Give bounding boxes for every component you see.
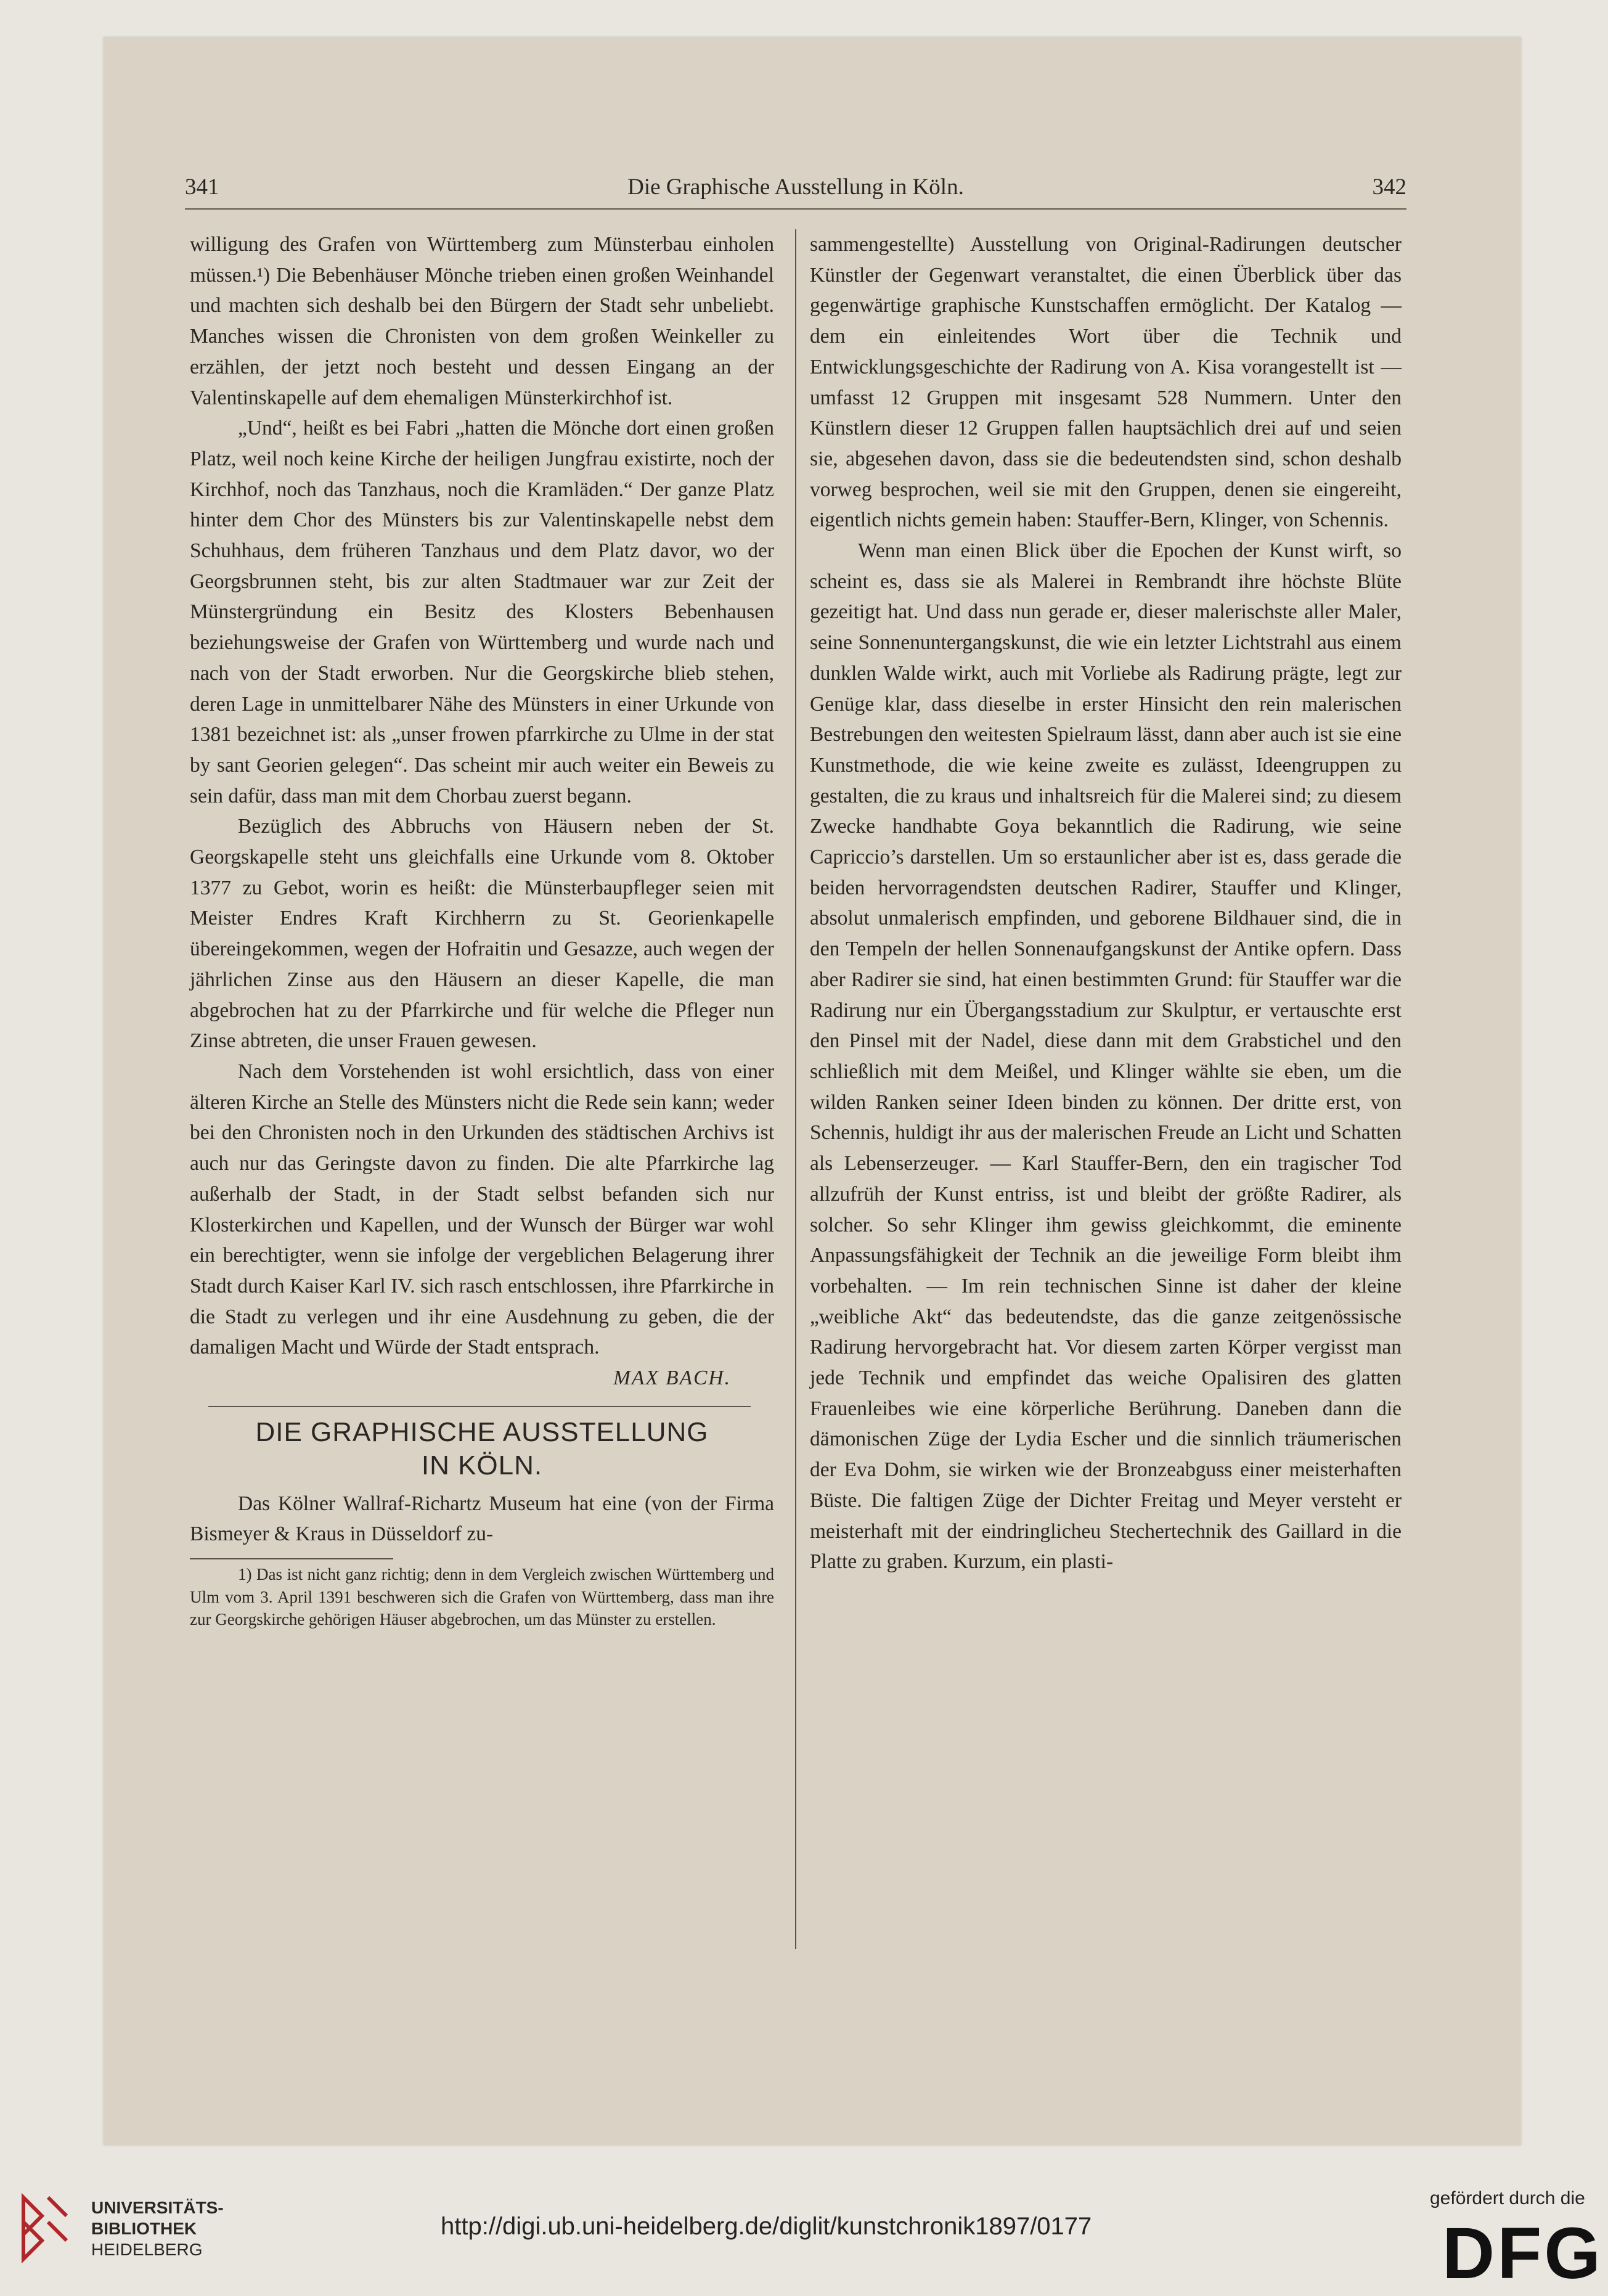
left-column <box>190 229 774 1631</box>
running-title: Die Graphische Ausstellung in Köln. <box>627 174 964 200</box>
column-divider <box>795 229 796 1949</box>
running-header <box>185 174 1406 211</box>
library-name-line: HEIDELBERG <box>91 2240 203 2259</box>
section-divider <box>208 1406 751 1407</box>
paragraph: sammengestellte) Ausstellung von Original-Radirungen deutscher Künstler der Gegenwart veranstaltet, die einen Überblick über das gegenwärtige graphische Kunstschaffen ermöglicht. Der Katalog — dem ein einleitendes Wort über die Technik und Entwicklungsgeschichte der Radirung von A. Kisa vorangestellt ist — umfasst 12 Gruppen mit insgesamt 528 Nummern. Unter den Künstlern dieser 12 Gruppen fallen hauptsächlich drei auf und seien sie, abgesehen davon, dass sie die bedeutendsten sind, schon deshalb vorweg besprochen, weil sie mit den Gruppen, denen sie eingereiht, eigentlich nichts gemein haben: Stauffer-Bern, Klinger, von Schennis. <box>810 233 1402 532</box>
ub-heidelberg-logo-icon <box>12 2191 80 2265</box>
funding-label: gefördert durch die <box>1430 2188 1585 2208</box>
right-column <box>810 229 1402 1577</box>
page-number-right: 342 <box>1372 174 1406 200</box>
section-heading-line: DIE GRAPHISCHE AUSSTELLUNG <box>255 1416 709 1447</box>
paragraph: willigung des Grafen von Württemberg zum Münsterbau einholen müssen.¹) Die Bebenhäuser Mönche trieben einen großen Weinhandel und machten sich deshalb bei den Bürgern der Stadt sehr unbeliebt. Manches wissen die Chronisten von dem großen Weinkeller zu erzählen, der jetzt noch besteht und dessen Eingang an der Valentinskapelle auf dem ehemaligen Münsterkirchhof ist. <box>190 233 774 409</box>
page-number-left: 341 <box>185 174 219 200</box>
dfg-logo[interactable]: DFG <box>1442 2213 1604 2294</box>
library-name-line: UNIVERSITÄTS- <box>91 2198 224 2217</box>
paragraph: Wenn man einen Blick über die Epochen der Kunst wirft, so scheint es, dass sie als Malerei in Rembrandt ihre höchste Blüte gezeitigt hat. Und dass nun gerade er, dieser malerischste aller Maler, seine Sonnenuntergangskunst, die wie ein letzter Lichtstrahl aus einem dunklen Walde wirkt, auch mit Vorliebe als Radirung prägte, legt zur Genüge klar, dass dieselbe in erster Hinsicht den rein malerischen Bestrebungen den weitesten Spielraum lässt, dann aber auch ist sie eine Kunstmethode, die wie keine zweite es zulässt, Ideengruppen zu gestalten, die zu kraus und inhaltsreich für die Malerei sind; zu diesem Zwecke handhabte Goya bekanntlich die Radirung, wie seine Capriccio’s darstellen. Um so erstaunlicher aber ist es, dass gerade die beiden hervorragendsten deutschen Radirer, Stauffer und Klinger, absolut unmalerisch empfinden, und geborene Bildhauer sind, die in den Tempeln der hellen Sonnenaufgangskunst der Antike opfern. Dass aber Radirer sie sind, hat einen bestimmten Grund: für Stauffer war die Radirung nur ein Übergangsstadium zur Skulptur, er vertauschte erst den Pinsel mit der Nadel, diese dann mit dem Grabstichel und den schließlich mit dem Meißel, und Klinger wählte sie eben, um die wilden Ranken seiner Ideen binden zu können. Der dritte erst, von Schennis, huldigt ihr aus der malerischen Freude an Licht und Schatten als Lebenserzeuger. — Karl Stauffer-Bern, den ein tragischer Tod allzufrüh der Kunst entriss, ist und bleibt der größte Radirer, als solcher. So sehr Klinger ihm gewiss gleichkommt, die eminente Anpassungsfähigkeit der Technik an die jeweilige Form bleibt ihm vorbehalten. — Im rein technischen Sinne ist daher der kleine „weibliche Akt“ das bedeutendste, das die ganze zeitgenössische Radirung hervorgebracht hat. Vor diesem zarten Körper vergisst man jede Technik und empfindet das weiche Opalisiren des glatten Frauenleibes wie eine körperliche Berührung. Daneben dann die dämonischen Züge der Lydia Escher und die sinnlich träumerischen der Eva Dohm, sie wirken wie der Bronzeabguss einer meisterhaften Büste. Die faltigen Züge der Dichter Freitag und Meyer versteht er meisterhaft mit der eindringlicheu Stechertechnik des Gaillard in die Platte zu graben. Kurzum, ein plasti- <box>810 539 1402 1574</box>
header-divider <box>185 208 1406 210</box>
footnote-divider <box>190 1558 393 1559</box>
paragraph: „Und“, heißt es bei Fabri „hatten die Mönche dort einen großen Platz, weil noch keine Kirche der heiligen Jungfrau existirte, noch der Kirchhof, noch das Tanzhaus, noch die Kramläden.“ Der ganze Platz hinter dem Chor des Münsters bis zur Valentinskapelle nebst dem Schuhhaus, dem früheren Tanzhaus und dem Platz davor, wo der Georgsbrunnen steht, bis zur alten Stadtmauer war zur Zeit der Münstergründung ein Besitz des Klosters Bebenhausen beziehungsweise der Grafen von Württemberg und wurde nach und nach von der Stadt erworben. Nur die Georgskirche blieb stehen, deren Lage in unmittelbarer Nähe des Münsters in einer Urkunde von 1381 bezeichnet ist: als „unser frowen pfarrkirche zu Ulme in der stat by sant Georien gelegen“. Das scheint mir auch weiter ein Beweis zu sein dafür, dass man mit dem Chorbau zuerst begann. <box>190 417 774 807</box>
author-signature: MAX BACH. <box>613 1367 731 1390</box>
paragraph: Nach dem Vorstehenden ist wohl ersichtlich, dass von einer älteren Kirche an Stelle des Münsters nicht die Rede sein kann; weder bei den Chronisten noch in den Urkunden des städtischen Archivs ist auch nur das Geringste davon zu finden. Die alte Pfarrkirche lag außerhalb der Stadt, in der Stadt selbst befanden sich nur Klosterkirchen und Kapellen, und der Wunsch der Bürger war wohl ein berechtigter, wenn sie infolge der vergeblichen Belagerung ihrer Stadt durch Kaiser Karl IV. sich rasch entschlossen, ihre Pfarrkirche in die Stadt zu verlegen und ihr eine Ausdehnung zu geben, die der damaligen Macht und Würde der Stadt entsprach. <box>190 1060 774 1359</box>
library-name <box>91 2197 224 2260</box>
paragraph: Bezüglich des Abbruchs von Häusern neben der St. Georgskapelle steht uns gleichfalls eine Urkunde vom 8. Oktober 1377 zu Gebot, worin es heißt: die Münsterbaupfleger seien mit Meister Endres Kraft Kirchherrn zu St. Georienkapelle übereingekommen, wegen der Hofraitin und Gesazze, auch wegen der jährlichen Zinse aus den Häusern an dieser Kapelle, die man abgebrochen hat zu der Pfarrkirche und für welche die Pfleger nun Zinse abtreten, die unser Frauen gewesen. <box>190 815 774 1053</box>
section-heading <box>190 1412 774 1489</box>
section-heading-line: IN KÖLN. <box>421 1450 543 1481</box>
paragraph: Das Kölner Wallraf-Richartz Museum hat eine (von der Firma Bismeyer & Kraus in Düsseldorf zu- <box>190 1492 774 1546</box>
footnote: 1) Das ist nicht ganz richtig; denn in dem Vergleich zwischen Württemberg und Ulm vom 3. April 1391 beschweren sich die Grafen von Württemberg, dass man ihre zur Georgskirche gehörigen Häuser abgebrochen, um das Münster zu erstellen. <box>190 1565 774 1629</box>
library-name-line: BIBLIOTHEK <box>91 2219 197 2238</box>
library-logo[interactable] <box>12 2191 271 2265</box>
source-url-link[interactable]: http://digi.ub.uni-heidelberg.de/diglit/kunstchronik1897/0177 <box>441 2213 1092 2240</box>
